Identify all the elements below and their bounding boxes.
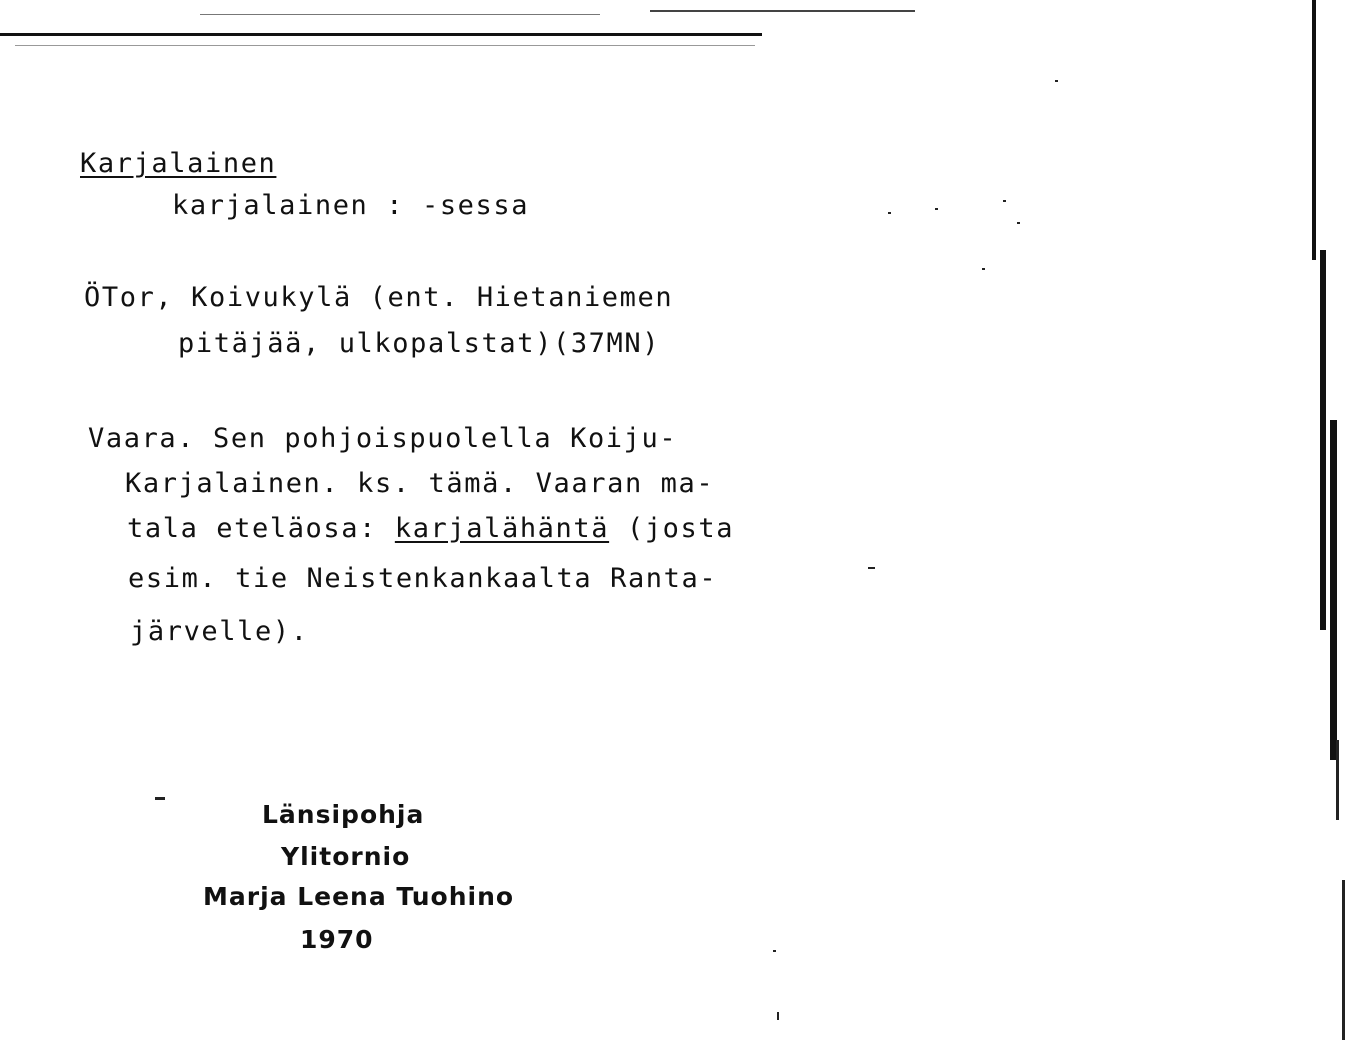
- scan-artifact-line: [15, 45, 755, 46]
- description-line-3: [127, 515, 734, 542]
- location-line-2: pitäjää, ulkopalstat)(37MN): [178, 328, 661, 359]
- description-line-2: Karjalainen. ks. tämä. Vaaran ma-: [125, 468, 715, 499]
- scan-speck: [1055, 80, 1058, 82]
- scan-speck: [868, 567, 875, 569]
- scan-edge: [1336, 740, 1339, 820]
- scan-speck: [1003, 200, 1006, 202]
- scan-speck: [777, 1012, 779, 1020]
- scan-edge: [1342, 880, 1345, 1040]
- footer-region: Länsipohja: [262, 800, 425, 829]
- description-text: tala eteläosa:: [127, 513, 395, 544]
- entry-heading: Karjalainen: [80, 148, 277, 179]
- footer-year: 1970: [300, 925, 374, 954]
- description-line-5: järvelle).: [130, 616, 309, 647]
- description-line-4: esim. tie Neistenkankaalta Ranta-: [128, 563, 718, 594]
- scan-artifact-line: [650, 10, 915, 12]
- scan-artifact-line: [200, 14, 600, 15]
- place-name-term: karjalähäntä: [394, 513, 610, 544]
- scan-edge: [1312, 0, 1316, 260]
- footer-collector: Marja Leena Tuohino: [203, 882, 515, 911]
- scan-speck: [1017, 222, 1020, 224]
- description-text: (josta: [609, 513, 735, 544]
- footer-parish: Ylitornio: [281, 842, 411, 871]
- scan-edge: [1320, 250, 1326, 630]
- scan-speck: [935, 208, 938, 210]
- inflection-line: karjalainen : -sessa: [172, 190, 530, 221]
- scan-edge: [1330, 420, 1337, 760]
- top-border-line: [0, 33, 762, 36]
- scan-speck: [155, 797, 165, 800]
- description-line-1: Vaara. Sen pohjoispuolella Koiju-: [88, 423, 678, 454]
- scan-speck: [888, 212, 891, 214]
- location-line-1: ÖTor, Koivukylä (ent. Hietaniemen: [84, 282, 674, 313]
- scan-speck: [982, 268, 985, 270]
- scan-speck: [773, 950, 776, 952]
